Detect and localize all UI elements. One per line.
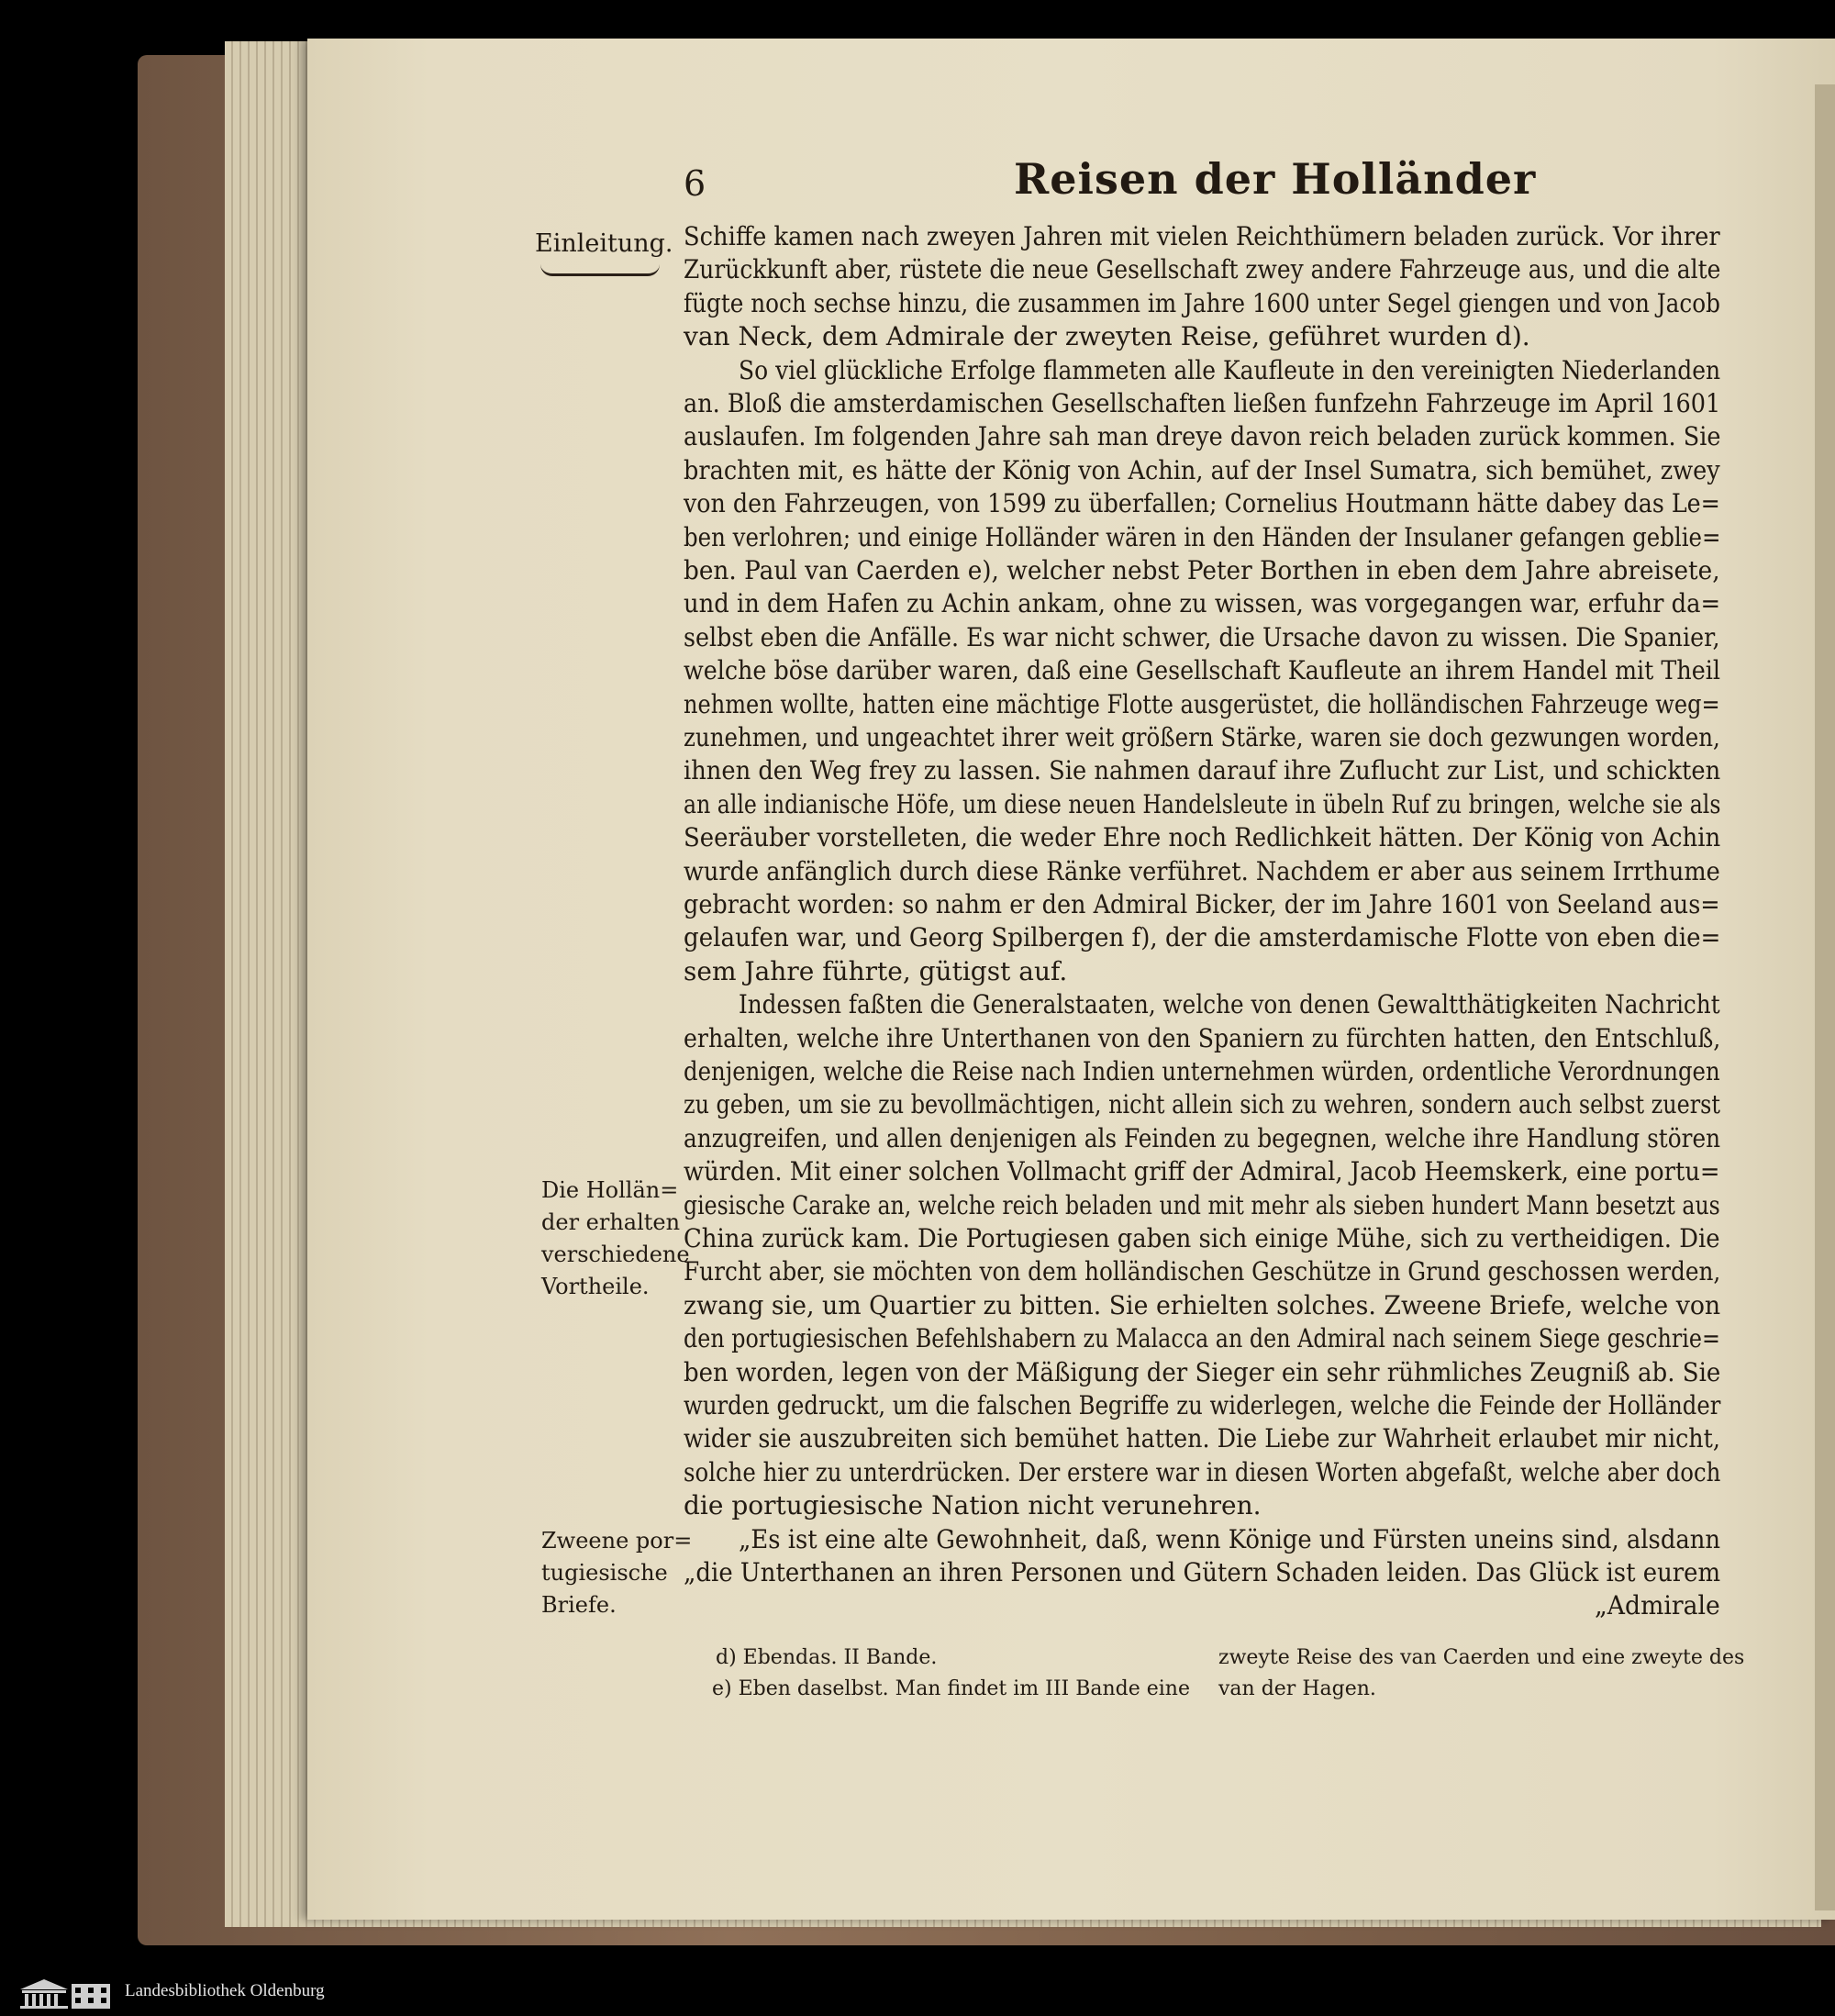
footnote-continuation: van der Hagen. [1218, 1677, 1376, 1700]
margin-note-line: verschiedene [541, 1242, 690, 1267]
page-number: 6 [684, 163, 706, 204]
margin-note-underline [540, 264, 660, 276]
body-line: Schiffe kamen nach zweyen Jahren mit vielen Reichthümern beladen zurück. Vor ihrer [684, 221, 1720, 251]
body-line: Furcht aber, sie möchten von dem holländischen Geschütze in Grund geschossen werden, [684, 1256, 1721, 1287]
body-line: „Es ist eine alte Gewohnheit, daß, wenn Könige und Fürsten uneins sind, alsdann [739, 1523, 1721, 1554]
margin-note-line: Briefe. [541, 1592, 617, 1618]
body-line: anzugreifen, und allen denjenigen als Feinden zu begegnen, welche ihre Handlung stören [684, 1122, 1721, 1153]
body-line: solche hier zu unterdrücken. Der erstere war in diesen Worten abgefaßt, welche aber doch [684, 1456, 1721, 1487]
margin-note-line: tugiesische [541, 1560, 668, 1586]
body-line: ben verlohren; und einige Holländer wären in den Händen der Insulaner gefangen geblie= [684, 521, 1721, 552]
body-line: und in dem Hafen zu Achin ankam, ohne zu wissen, was vorgegangen war, erfuhr da= [684, 588, 1721, 619]
body-line: zwang sie, um Quartier zu bitten. Sie erhielten solches. Zweene Briefe, welche von [684, 1289, 1721, 1320]
body-line: an alle indianische Höfe, um diese neuen Handelsleute in übeln Ruf zu bringen, welche sie als [684, 788, 1721, 819]
margin-note-briefe [541, 1525, 692, 1621]
library-building-icon [17, 1977, 114, 2010]
margin-note-line: Die Hollän= [541, 1177, 679, 1203]
body-line: zu geben, um sie zu bevollmächtigen, nicht allein sich zu wehren, sondern auch selbst zuerst [684, 1089, 1721, 1120]
body-line: welche böse darüber waren, daß eine Gesellschaft Kaufleute an ihrem Handel mit Theil [684, 655, 1720, 686]
body-line: selbst eben die Anfälle. Es war nicht schwer, die Ursache davon zu wissen. Die Spanier, [684, 621, 1720, 652]
body-line: gebracht worden: so nahm er den Admiral Bicker, der im Jahre 1601 von Seeland aus= [684, 889, 1720, 919]
body-line: den portugiesischen Befehlshabern zu Malacca an den Admiral nach seinem Siege geschrie= [684, 1323, 1720, 1354]
library-name: Landesbibliothek Oldenburg [125, 1981, 325, 2000]
body-line: auslaufen. Im folgenden Jahre sah man dreye davon reich beladen zurück kommen. Sie [684, 421, 1721, 452]
body-line: an. Bloß die amsterdamischen Gesellschaften ließen funfzehn Fahrzeuge im April 1601 [684, 388, 1721, 418]
margin-note-einleitung: Einleitung. [535, 229, 673, 258]
footnote-continuation: zweyte Reise des van Caerden und eine zweyte des [1218, 1646, 1745, 1669]
body-line: fügte noch sechse hinzu, die zusammen im Jahre 1600 unter Segel giengen und von Jacob [684, 287, 1720, 318]
body-line: brachten mit, es hätte der König von Achin, auf der Insel Sumatra, sich bemühet, zwey [684, 454, 1720, 485]
body-line: van Neck, dem Admirale der zweyten Reise, geführet wurden d). [684, 321, 1530, 352]
body-line: wurden gedruckt, um die falschen Begriffe zu widerlegen, welche die Feinde der Holländer [684, 1390, 1721, 1420]
body-line: wider sie auszubreiten sich bemühet hatten. Die Liebe zur Wahrheit erlaubet mir nicht, [684, 1423, 1720, 1454]
body-line: von den Fahrzeugen, von 1599 zu überfallen; Cornelius Houtmann hätte dabey das Le= [684, 488, 1720, 519]
body-line: gelaufen war, und Georg Spilbergen f), der die amsterdamische Flotte von eben die= [684, 922, 1721, 953]
body-line: China zurück kam. Die Portugiesen gaben sich einige Mühe, sich zu vertheidigen. Die [684, 1223, 1720, 1253]
page-right-edge [1815, 84, 1835, 1910]
body-line: Indessen faßten die Generalstaaten, welche von denen Gewaltthätigkeiten Nachricht [739, 989, 1720, 1020]
body-line: die portugiesische Nation nicht verunehren. [684, 1490, 1262, 1521]
footnote-d: d) Ebendas. II Bande. [716, 1646, 938, 1669]
body-line: ben worden, legen von der Mäßigung der Sieger ein sehr rühmliches Zeugniß ab. Sie [684, 1356, 1721, 1387]
body-line: nehmen wollte, hatten eine mächtige Flotte ausgerüstet, die holländischen Fahrzeuge weg= [684, 688, 1720, 719]
margin-note-line: Zweene por= [541, 1528, 693, 1554]
footnote-e: e) Eben daselbst. Man findet im III Bande eine [712, 1677, 1190, 1700]
body-line: Zurückkunft aber, rüstete die neue Gesellschaft zwey andere Fahrzeuge aus, und die alte [684, 254, 1721, 285]
body-line: „Admirale [1595, 1590, 1720, 1621]
running-head: Reisen der Holländer [1014, 154, 1537, 204]
body-line: würden. Mit einer solchen Vollmacht griff der Admiral, Jacob Heemskerk, eine portu= [684, 1156, 1720, 1187]
body-line: denjenigen, welche die Reise nach Indien unternehmen würden, ordentliche Verordnungen [684, 1056, 1720, 1086]
body-line: zunehmen, und ungeachtet ihrer weit größern Stärke, waren sie doch gezwungen worden, [684, 722, 1720, 752]
body-line: giesische Carake an, welche reich beladen und mit mehr als sieben hundert Mann besetzt aus [684, 1189, 1720, 1220]
body-line: Seeräuber vorstelleten, die weder Ehre noch Redlichkeit hätten. Der König von Achin [684, 822, 1721, 853]
margin-note-hollaender [541, 1175, 690, 1303]
body-line: ben. Paul van Caerden e), welcher nebst Peter Borthen in eben dem Jahre abreisete, [684, 555, 1720, 585]
body-line: „die Unterthanen an ihren Personen und Gütern Schaden leiden. Das Glück ist eurem [684, 1557, 1721, 1587]
margin-note-line: Vortheile. [541, 1274, 650, 1299]
body-line: ihnen den Weg frey zu lassen. Sie nahmen darauf ihre Zuflucht zur List, und schickten [684, 755, 1721, 786]
body-line: wurde anfänglich durch diese Ränke verführet. Nachdem er aber aus seinem Irrthume [684, 855, 1720, 886]
margin-note-line: der erhalten [541, 1209, 681, 1235]
body-line: erhalten, welche ihre Unterthanen von den Spaniern zu fürchten hatten, den Entschluß, [684, 1022, 1721, 1053]
body-line: sem Jahre führte, gütigst auf. [684, 955, 1068, 986]
body-line: So viel glückliche Erfolge flammeten alle Kaufleute in den vereinigten Niederlanden [739, 354, 1721, 385]
